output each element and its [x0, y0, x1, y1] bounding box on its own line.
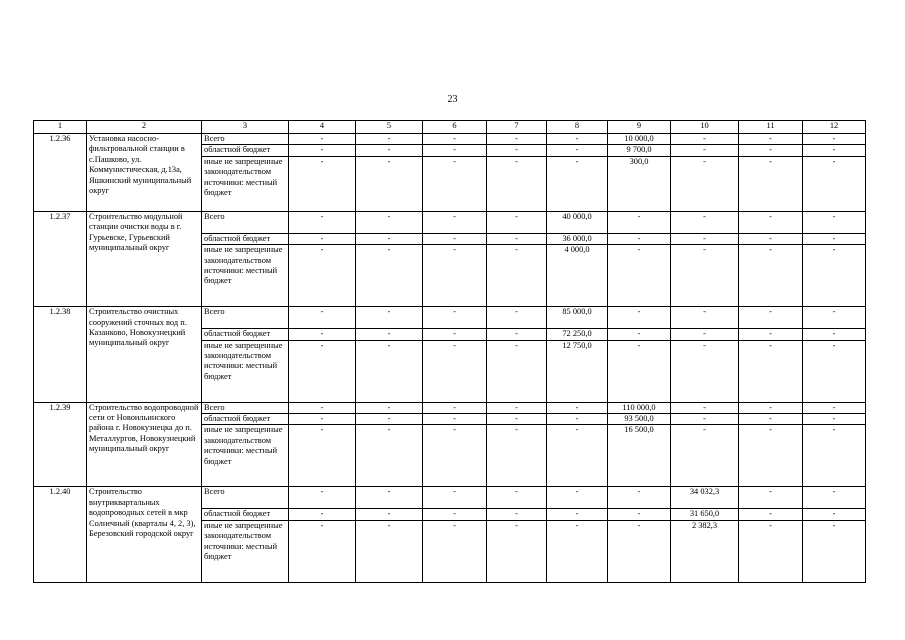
value-cell: -: [487, 414, 547, 425]
value-cell: -: [671, 211, 739, 233]
item-code: 1.2.38: [34, 307, 87, 402]
value-cell: -: [423, 414, 487, 425]
value-cell: -: [487, 145, 547, 156]
value-cell: -: [356, 134, 423, 145]
value-cell: -: [803, 134, 866, 145]
funding-source-label: иные не запрещенные законодательством источники: местный бюджет: [202, 340, 289, 402]
value-cell: -: [423, 425, 487, 487]
value-cell: -: [739, 134, 803, 145]
value-cell: -: [803, 329, 866, 340]
item-name: Строительство модульной станции очистки воды в г. Гурьевске, Гурьевский муниципальный округ: [87, 211, 202, 306]
value-cell: 4 000,0: [547, 245, 608, 307]
item-name: Строительство очистных сооружений сточных вод п. Казанково, Новокузнецкий муниципальный округ: [87, 307, 202, 402]
value-cell: -: [671, 307, 739, 329]
value-cell: -: [803, 211, 866, 233]
page-number: 23: [447, 94, 458, 105]
value-cell: -: [608, 509, 671, 520]
value-cell: -: [423, 134, 487, 145]
value-cell: -: [356, 233, 423, 244]
value-cell: -: [356, 211, 423, 233]
value-cell: -: [671, 134, 739, 145]
value-cell: 12 750,0: [547, 340, 608, 402]
value-cell: -: [487, 425, 547, 487]
value-cell: -: [803, 156, 866, 211]
value-cell: 40 000,0: [547, 211, 608, 233]
table-row: [34, 307, 866, 329]
value-cell: 72 250,0: [547, 329, 608, 340]
value-cell: -: [487, 307, 547, 329]
funding-source-label: областной бюджет: [202, 414, 289, 425]
value-cell: -: [739, 425, 803, 487]
value-cell: -: [356, 520, 423, 582]
value-cell: -: [671, 402, 739, 413]
value-cell: -: [803, 307, 866, 329]
value-cell: -: [356, 425, 423, 487]
value-cell: -: [487, 156, 547, 211]
value-cell: -: [608, 340, 671, 402]
value-cell: -: [289, 487, 356, 509]
item-code: 1.2.36: [34, 134, 87, 212]
value-cell: 34 032,3: [671, 487, 739, 509]
funding-source-label: Всего: [202, 134, 289, 145]
value-cell: -: [289, 329, 356, 340]
value-cell: -: [803, 340, 866, 402]
value-cell: -: [739, 402, 803, 413]
value-cell: -: [803, 509, 866, 520]
value-cell: -: [289, 145, 356, 156]
value-cell: -: [547, 425, 608, 487]
value-cell: -: [671, 245, 739, 307]
value-cell: -: [487, 487, 547, 509]
header-cell: 4: [289, 121, 356, 134]
budget-table: [33, 120, 866, 583]
value-cell: -: [547, 509, 608, 520]
value-cell: 93 500,0: [608, 414, 671, 425]
value-cell: -: [739, 520, 803, 582]
value-cell: -: [803, 414, 866, 425]
value-cell: -: [356, 329, 423, 340]
value-cell: -: [289, 414, 356, 425]
value-cell: 10 000,0: [608, 134, 671, 145]
value-cell: -: [608, 211, 671, 233]
funding-source-label: иные не запрещенные законодательством источники: местный бюджет: [202, 245, 289, 307]
value-cell: -: [608, 307, 671, 329]
value-cell: -: [671, 329, 739, 340]
header-cell: 11: [739, 121, 803, 134]
value-cell: -: [423, 520, 487, 582]
value-cell: -: [803, 402, 866, 413]
value-cell: -: [289, 307, 356, 329]
value-cell: -: [356, 156, 423, 211]
funding-source-label: Всего: [202, 211, 289, 233]
header-cell: 2: [87, 121, 202, 134]
value-cell: -: [608, 487, 671, 509]
value-cell: -: [423, 329, 487, 340]
value-cell: 110 000,0: [608, 402, 671, 413]
value-cell: -: [739, 509, 803, 520]
value-cell: 36 000,0: [547, 233, 608, 244]
value-cell: -: [739, 329, 803, 340]
value-cell: -: [423, 145, 487, 156]
value-cell: -: [289, 402, 356, 413]
value-cell: -: [487, 245, 547, 307]
value-cell: -: [289, 156, 356, 211]
value-cell: -: [356, 487, 423, 509]
value-cell: -: [356, 245, 423, 307]
value-cell: -: [423, 233, 487, 244]
value-cell: -: [356, 307, 423, 329]
value-cell: -: [739, 233, 803, 244]
header-cell: 5: [356, 121, 423, 134]
value-cell: -: [423, 487, 487, 509]
value-cell: -: [356, 340, 423, 402]
funding-source-label: областной бюджет: [202, 329, 289, 340]
value-cell: -: [289, 509, 356, 520]
value-cell: -: [608, 520, 671, 582]
header-cell: 10: [671, 121, 739, 134]
item-code: 1.2.40: [34, 487, 87, 582]
header-cell: 9: [608, 121, 671, 134]
value-cell: -: [423, 340, 487, 402]
value-cell: -: [547, 156, 608, 211]
value-cell: -: [803, 245, 866, 307]
funding-source-label: областной бюджет: [202, 233, 289, 244]
value-cell: -: [671, 156, 739, 211]
value-cell: -: [487, 520, 547, 582]
value-cell: -: [356, 145, 423, 156]
value-cell: -: [289, 340, 356, 402]
table-row: [34, 487, 866, 509]
header-cell: 8: [547, 121, 608, 134]
value-cell: -: [803, 145, 866, 156]
value-cell: -: [803, 233, 866, 244]
value-cell: -: [608, 245, 671, 307]
funding-source-label: Всего: [202, 487, 289, 509]
value-cell: -: [739, 156, 803, 211]
value-cell: -: [487, 340, 547, 402]
table-row: [34, 402, 866, 413]
value-cell: -: [739, 307, 803, 329]
value-cell: -: [487, 233, 547, 244]
value-cell: -: [547, 520, 608, 582]
value-cell: -: [547, 145, 608, 156]
item-name: Установка насосно-фильтровальной станции в с.Пашково, ул. Коммунистическая, д.13а, Яшкинский муниципальный округ: [87, 134, 202, 212]
value-cell: -: [671, 414, 739, 425]
item-name: Строительство внутриквартальных водопроводных сетей в мкр Солнечный (кварталы 4, 2, 3), Березовский городской округ: [87, 487, 202, 582]
value-cell: 2 382,3: [671, 520, 739, 582]
value-cell: -: [423, 307, 487, 329]
value-cell: -: [289, 520, 356, 582]
table-row: [34, 134, 866, 145]
item-code: 1.2.39: [34, 402, 87, 487]
value-cell: -: [671, 145, 739, 156]
funding-source-label: иные не запрещенные законодательством источники: местный бюджет: [202, 520, 289, 582]
value-cell: -: [356, 414, 423, 425]
value-cell: -: [289, 425, 356, 487]
header-row: [34, 121, 866, 134]
value-cell: -: [547, 487, 608, 509]
value-cell: -: [739, 145, 803, 156]
funding-source-label: иные не запрещенные законодательством источники: местный бюджет: [202, 156, 289, 211]
value-cell: -: [739, 340, 803, 402]
value-cell: -: [803, 487, 866, 509]
value-cell: 85 000,0: [547, 307, 608, 329]
value-cell: -: [739, 414, 803, 425]
funding-source-label: областной бюджет: [202, 509, 289, 520]
value-cell: 9 700,0: [608, 145, 671, 156]
value-cell: -: [739, 211, 803, 233]
value-cell: -: [608, 329, 671, 340]
funding-source-label: Всего: [202, 307, 289, 329]
value-cell: 16 500,0: [608, 425, 671, 487]
value-cell: -: [608, 233, 671, 244]
value-cell: -: [487, 402, 547, 413]
value-cell: 300,0: [608, 156, 671, 211]
value-cell: -: [547, 414, 608, 425]
value-cell: -: [547, 134, 608, 145]
header-cell: 6: [423, 121, 487, 134]
value-cell: -: [671, 425, 739, 487]
header-cell: 3: [202, 121, 289, 134]
table-row: [34, 211, 866, 233]
value-cell: -: [671, 340, 739, 402]
value-cell: -: [487, 211, 547, 233]
value-cell: -: [487, 134, 547, 145]
item-name: Строительство водопроводной сети от Новоильинского района г. Новокузнецка до п. Металлургов, Новокузнецкий муниципальный округ: [87, 402, 202, 487]
value-cell: -: [356, 509, 423, 520]
value-cell: -: [671, 233, 739, 244]
value-cell: -: [423, 402, 487, 413]
value-cell: -: [739, 487, 803, 509]
value-cell: -: [289, 233, 356, 244]
value-cell: -: [487, 329, 547, 340]
item-code: 1.2.37: [34, 211, 87, 306]
value-cell: -: [487, 509, 547, 520]
header-cell: 7: [487, 121, 547, 134]
funding-source-label: областной бюджет: [202, 145, 289, 156]
value-cell: -: [423, 509, 487, 520]
value-cell: -: [289, 245, 356, 307]
funding-source-label: иные не запрещенные законодательством источники: местный бюджет: [202, 425, 289, 487]
header-cell: 12: [803, 121, 866, 134]
value-cell: -: [423, 211, 487, 233]
value-cell: -: [356, 402, 423, 413]
value-cell: -: [289, 134, 356, 145]
header-cell: 1: [34, 121, 87, 134]
value-cell: -: [547, 402, 608, 413]
value-cell: -: [423, 156, 487, 211]
value-cell: -: [423, 245, 487, 307]
value-cell: -: [803, 520, 866, 582]
value-cell: -: [289, 211, 356, 233]
value-cell: -: [739, 245, 803, 307]
value-cell: -: [803, 425, 866, 487]
funding-source-label: Всего: [202, 402, 289, 413]
value-cell: 31 650,0: [671, 509, 739, 520]
